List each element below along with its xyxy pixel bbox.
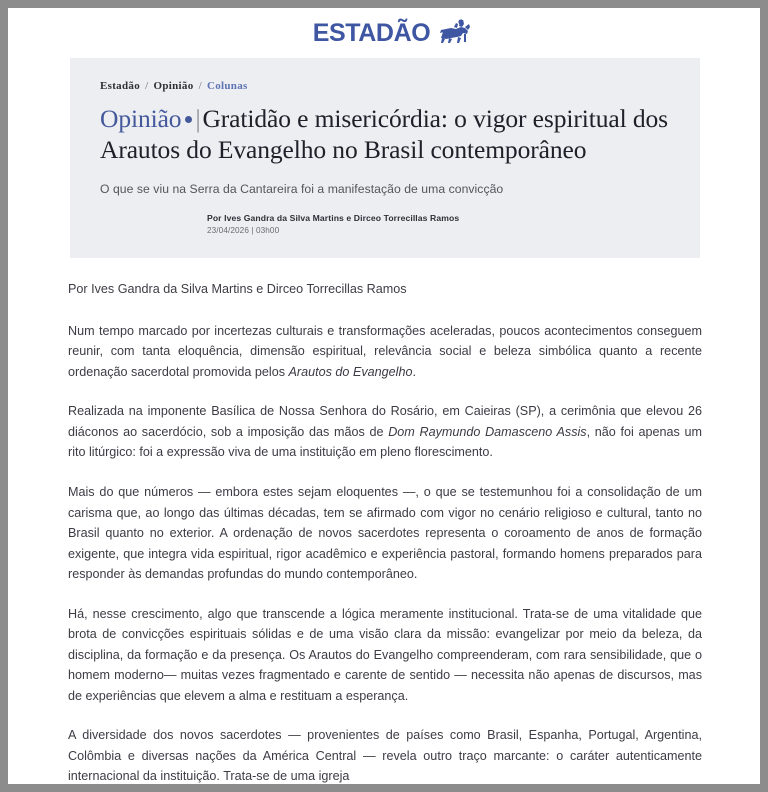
emphasis-text: Dom Raymundo Damasceno Assis	[388, 424, 587, 439]
breadcrumb-item-opiniao[interactable]: Opinião	[153, 80, 194, 92]
paragraph-text: Há, nesse crescimento, algo que transcende a lógica meramente institucional. Trata-se de uma vitalidade que brota de convicções espirituais sólidas e de uma visão clara da missão: evangelizar por meio da beleza, da disciplina, da formação e da presença. Os Arautos do Evangelho compreenderam, com rara sensibilidade, que o homem moderno— muitas vezes fragmentado e carente de sentido — necessita não apenas de discursos, mas de experiências que elevem a alma e restituam a esperança.	[68, 606, 702, 703]
brand-wordmark: ESTADÃO	[312, 18, 431, 47]
byline-block	[100, 213, 670, 235]
body-paragraph	[68, 482, 702, 585]
paragraph-text: .	[412, 364, 416, 379]
body-paragraph	[68, 604, 702, 707]
emphasis-text: Arautos do Evangelho	[288, 364, 413, 379]
estadao-logo[interactable]	[313, 18, 472, 49]
body-paragraph	[68, 401, 702, 463]
bullet-dot-icon	[185, 116, 192, 123]
article-header-block	[70, 58, 700, 258]
article-page	[8, 8, 760, 784]
body-intro-byline: Por Ives Gandra da Silva Martins e Dirceo Torrecillas Ramos	[68, 282, 407, 296]
byline-timestamp: 23/04/2026 | 03h00	[207, 226, 280, 236]
breadcrumb-item-estadao[interactable]: Estadão	[100, 80, 140, 92]
paragraph-text: Mais do que números — embora estes sejam eloquentes —, o que se testemunhou foi a consolidação de um carisma que, ao longo das últimas décadas, tem se afirmado com vigor no cenário religioso e cultural, tanto no Brasil quanto no exterior. A ordenação de novos sacerdotes representa o coroamento de anos de formação exigente, que integra vida espiritual, rigor acadêmico e experiência pastoral, formando homens preparados para responder às demandas profundas do mundo contemporâneo.	[68, 484, 702, 582]
breadcrumb	[100, 80, 670, 92]
body-paragraph	[68, 321, 702, 383]
horse-rider-icon	[437, 18, 471, 49]
site-brand-bar	[8, 8, 760, 58]
paragraph-text: Num tempo marcado por incertezas culturais e transformações aceleradas, poucos acontecimentos conseguem reunir, com tanta eloquência, dimensão espiritual, relevância social e beleza simbólica quanto a recente ordenação sacerdotal promovida pelos	[68, 323, 702, 379]
breadcrumb-separator: /	[145, 80, 149, 92]
paragraph-text: Realizada na imponente Basílica de Nossa Senhora do Rosário, em Caieiras (SP), a cerimônia que elevou 26 diáconos ao sacerdócio, sob a imposição das mãos de	[68, 404, 702, 439]
breadcrumb-separator: /	[198, 80, 202, 92]
body-paragraph	[68, 725, 702, 784]
breadcrumb-item-colunas[interactable]: Colunas	[206, 80, 248, 92]
article-body	[68, 280, 702, 784]
headline-text: Gratidão e misericórdia: o vigor espiritual dos Arautos do Evangelho no Brasil contemporâneo	[100, 104, 668, 165]
byline-authors[interactable]: Por Ives Gandra da Silva Martins e Dirceo Torrecillas Ramos	[207, 213, 460, 224]
body-paragraph-list	[68, 321, 702, 784]
headline-kicker[interactable]: Opinião	[100, 104, 182, 133]
page-title	[100, 103, 670, 166]
headline-separator: |	[195, 104, 201, 133]
article-standfirst: O que se viu na Serra da Cantareira foi a manifestação de uma convicção	[100, 181, 504, 196]
paragraph-text: A diversidade dos novos sacerdotes — provenientes de países como Brasil, Espanha, Portugal, Argentina, Colômbia e diversas nações da América Central — revela outro traço marcante: o caráter autenticamente internacional da instituição. Trata-se de uma igreja	[68, 728, 702, 784]
paragraph-text: , não foi apenas um rito litúrgico: foi a expressão viva de uma instituição em pleno florescimento.	[68, 424, 702, 460]
